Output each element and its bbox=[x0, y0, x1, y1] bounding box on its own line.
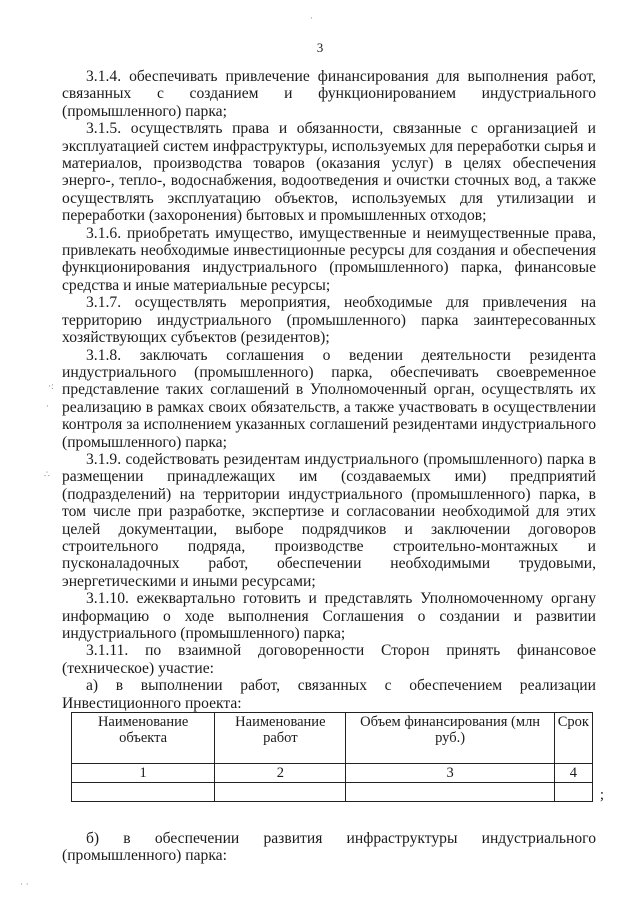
paragraph-3-1-4: 3.1.4. обеспечивать привлечение финансирования для выполнения работ, связанных с созданием и функционированием индустриального (промышленного) парка; bbox=[62, 68, 596, 120]
table-cell bbox=[554, 783, 592, 802]
paragraph-3-1-9: 3.1.9. содействовать резидентам индустриального (промышленного) парка в размещении принадлежащих им (создаваемых ими) предприятий (подразделений) на территории индустриального (промышленного) парка, в том числе при разработке, экспертизе и согласовании необходимой для этих целей документации, выборе подрядчиков и заключении договоров строительного подряда, производстве строительно-монтажных и пусконаладочных работ, обеспечении необходимыми трудовыми, энергетическими и иными ресурсами; bbox=[62, 450, 596, 590]
scan-speck: · bbox=[46, 402, 49, 412]
paragraph-3-1-6: 3.1.6. приобретать имущество, имущественные и неимущественные права, привлекать необходимые инвестиционные ресурсы для создания и обеспечения функционирования индустриального (промышленного) парка, финансовые средства и иные материальные ресурсы; bbox=[62, 224, 596, 294]
table-cell: 1 bbox=[72, 764, 215, 783]
paragraph-3-1-10: 3.1.10. ежеквартально готовить и представлять Уполномоченному органу информацию о ходе выполнения Соглашения о создании и развитии индустриального (промышленного) парка; bbox=[62, 590, 596, 642]
paragraph-item-b: б) в обеспечении развития инфраструктуры индустриального (промышленного) парка: bbox=[62, 830, 596, 865]
scan-speck: ∴ bbox=[44, 470, 50, 480]
scan-speck: · · bbox=[20, 880, 29, 890]
table-row bbox=[72, 783, 593, 802]
table-cell: 3 bbox=[346, 764, 554, 783]
table-number-row bbox=[72, 764, 593, 783]
header-work-name: Наименование работ bbox=[215, 713, 346, 764]
financing-table bbox=[71, 712, 593, 802]
paragraph-3-1-11: 3.1.11. по взаимной договоренности Сторон принять финансовое (техническое) участие: bbox=[62, 642, 596, 677]
paragraph-3-1-8: 3.1.8. заключать соглашения о ведении деятельности резидента индустриального (промышленного) парка, обеспечивать своевременное представление таких соглашений в Уполномоченный орган, осуществлять их реализацию в рамках своих обязательств, а также участвовать в осуществлении контроля за исполнением указанных соглашений резидентами индустриального (промышленного) парка; bbox=[62, 346, 596, 451]
page-number: 3 bbox=[316, 40, 324, 55]
table-cell: 2 bbox=[215, 764, 346, 783]
header-term: Срок bbox=[554, 713, 592, 764]
table-cell bbox=[346, 783, 554, 802]
financing-table-wrapper bbox=[62, 712, 604, 803]
paragraph-3-1-5: 3.1.5. осуществлять права и обязанности, связанные с организацией и эксплуатацией систем инфраструктуры, используемых для переработки сырья и материалов, производства товаров (оказания услуг) в целях обеспечения энерго-, тепло-, водоснабжения, водоотведения и очистки сточных вод, а также осуществлять эксплуатацию объектов, используемых для утилизации и переработки (захоронения) бытовых и промышленных отходов; bbox=[62, 120, 596, 225]
scan-speck: ·: bbox=[48, 382, 54, 392]
document-body bbox=[62, 68, 604, 865]
header-object-name: Наименование объекта bbox=[72, 713, 215, 764]
table-cell: 4 bbox=[554, 764, 592, 783]
table-trailing-semicolon: ; bbox=[599, 786, 604, 803]
header-financing-volume: Объем финансирования (млн руб.) bbox=[346, 713, 554, 764]
paragraph-item-a: а) в выполнении работ, связанных с обеспечением реализации Инвестиционного проекта: bbox=[62, 677, 596, 712]
table-cell bbox=[72, 783, 215, 802]
table-cell bbox=[215, 783, 346, 802]
table-header-row bbox=[72, 713, 593, 764]
scan-speck: · bbox=[310, 14, 313, 24]
paragraph-3-1-7: 3.1.7. осуществлять мероприятия, необходимые для привлечения на территорию индустриального (промышленного) парка заинтересованных хозяйствующих субъектов (резидентов); bbox=[62, 294, 596, 347]
